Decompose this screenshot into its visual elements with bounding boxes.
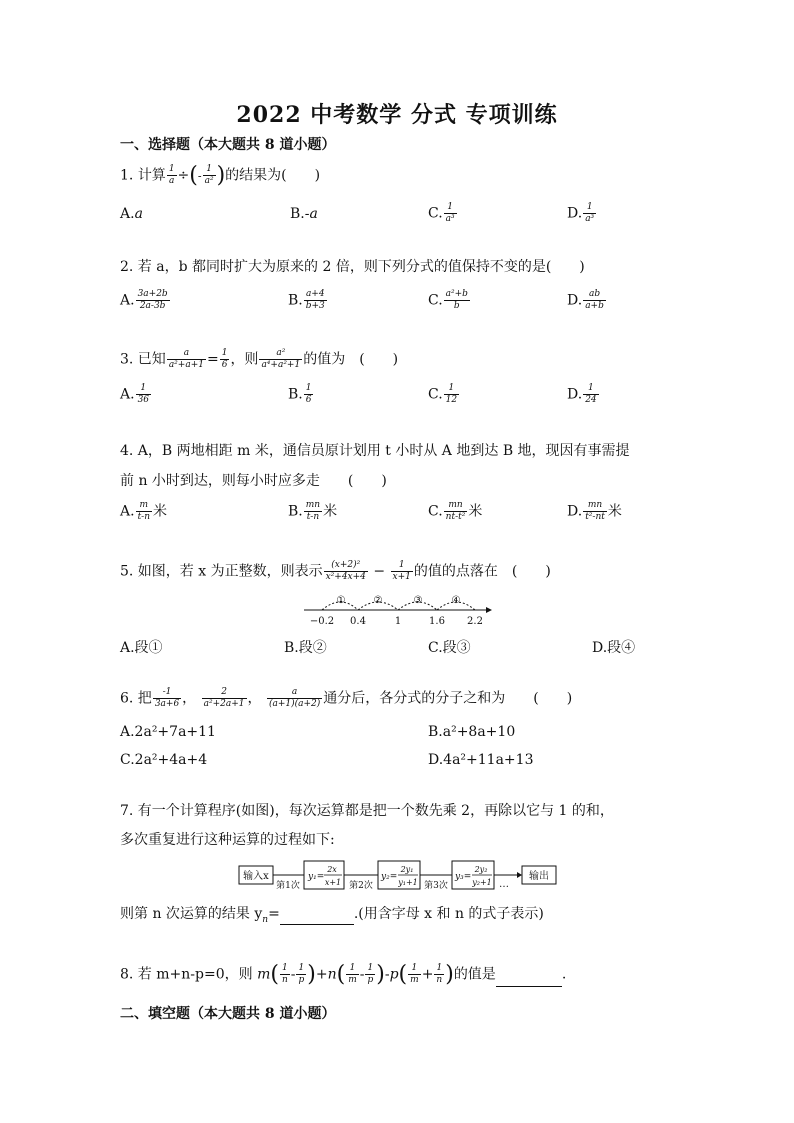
q4-unit-b: 米 (323, 503, 338, 520)
q3-post: 的值为 ( ) (303, 351, 399, 368)
q6-option-d[interactable]: D.4a²+11a+13 (428, 752, 534, 768)
q6-pre: 6. 把 (120, 690, 152, 707)
q8-post: 的值是 (453, 966, 496, 983)
q1-post: 的结果为( ) (225, 167, 321, 184)
segment-2-label: ② (373, 595, 383, 606)
question-7-line3: 则第 n 次运算的结果 $y_n=$ .(用含字母 x 和 n 的式子表示) (120, 906, 544, 925)
svg-text:2y₂: 2y₂ (474, 865, 488, 874)
q5-option-b[interactable]: B.段② (284, 640, 327, 656)
q4-option-b[interactable]: B. $\frac{mn}{t-n}$ 米 (288, 500, 338, 522)
q1-option-c[interactable]: C. $\frac{1}{\text{a³}}$ (428, 202, 455, 224)
q7-answer-blank[interactable] (280, 910, 354, 925)
svg-text:y₃=: y₃= (455, 872, 472, 882)
tick-label: −0.2 (309, 616, 335, 627)
q4-unit-d: 米 (607, 503, 622, 520)
tick-label: 1.6 (429, 616, 445, 627)
question-4-line2: 前 n 小时到达，则每小时应多走 ( ) (120, 473, 387, 489)
question-8: 8. 若 m+n-p=0，则 m( $\frac{1}{n}$ - $\frac{1}{p}$ )+n( $\frac{1}{m}$ - $\frac{1}{p}$ )-p( $\frac{1}{m}$ + $\frac{1}{n}$ )的值是 . (120, 962, 567, 987)
question-7-line2: 多次重复进行这种运算的过程如下: (120, 832, 335, 848)
q8-end: . (561, 966, 567, 983)
flow-dots: … (499, 879, 509, 890)
q5-pre: 5. 如图，若 x 为正整数，则表示 (120, 563, 323, 580)
question-4-line1: 4. A，B 两地相距 m 米，通信员原计划用 t 小时从 A 地到达 B 地，现因有事需提 (120, 443, 630, 459)
flow-step-1: 第1次 (276, 881, 300, 891)
q2-option-a[interactable]: A. $\frac{3a+2b}{2a-3b}$ (120, 289, 168, 311)
q2-option-c[interactable]: C. $\frac{\text{a²+b}}{b}$ (428, 289, 468, 311)
q1-option-d[interactable]: D. $\frac{1}{\text{a³}}$ (567, 202, 595, 224)
q1-option-a[interactable]: A.a (120, 206, 143, 222)
q1-option-b[interactable]: B.-a (290, 206, 318, 222)
svg-text:y₁+1: y₁+1 (398, 878, 418, 887)
q3-option-b[interactable]: B. $\frac{1}{6}$ (288, 383, 312, 405)
q4-unit-c: 米 (468, 503, 483, 520)
q6-option-c[interactable]: C.2a²+4a+4 (120, 752, 208, 768)
svg-text:y₂+1: y₂+1 (472, 878, 492, 887)
q3-option-a[interactable]: A. $\frac{1}{36}$ (120, 383, 150, 405)
q7-suffix: .(用含字母 x 和 n 的式子表示) (353, 906, 544, 922)
q5-option-a[interactable]: A.段① (120, 640, 163, 656)
q6-option-b[interactable]: B.a²+8a+10 (428, 724, 516, 740)
svg-text:2x: 2x (327, 865, 337, 874)
svg-text:y₂=: y₂= (381, 872, 398, 882)
svg-text:2y₁: 2y₁ (400, 865, 414, 874)
flow-diagram (238, 858, 558, 892)
q7-equals: = (268, 906, 280, 922)
q3-pre: 3. 已知 (120, 351, 166, 368)
q6-option-a[interactable]: A.2a²+7a+11 (120, 724, 216, 740)
q3-option-d[interactable]: D. $\frac{1}{24}$ (567, 383, 597, 405)
section-fill-heading: 二、填空题（本大题共 8 道小题） (120, 1006, 336, 1022)
q3-then: ，则 (230, 351, 259, 368)
tick-label: 0.4 (350, 616, 366, 627)
q2-option-b[interactable]: B. $\frac{a+4}{b+3}$ (288, 289, 325, 311)
tick-label: 2.2 (467, 616, 483, 627)
question-1: 1. 计算 $\frac{1}{a}$ ÷(- $\frac{1}{\text{a²}}$ )的结果为( ) (120, 163, 321, 188)
q3-option-c[interactable]: C. $\frac{1}{12}$ (428, 383, 458, 405)
svg-text:y₁=: y₁= (308, 872, 325, 882)
question-3: 3. 已知 $\frac{a}{\text{a²+a+1}}$ = $\frac{1}{6}$ ，则 $\frac{\text{a²}}{\text{a⁴+a²+1}}$ 的值为 ( ) (120, 348, 399, 370)
q4-option-c[interactable]: C. $\frac{mn}{\text{nt-t²}}$ 米 (428, 500, 483, 522)
question-2: 2. 若 a，b 都同时扩大为原来的 2 倍，则下列分式的值保持不变的是( ) (120, 259, 585, 275)
tick-label: 1 (394, 616, 402, 627)
q4-option-a[interactable]: A. $\frac{m}{t-n}$ 米 (120, 500, 168, 522)
question-5: 5. 如图，若 x 为正整数，则表示 $\frac{\text{(x+2)²}}{\text{x²+4x+4}}$ − $\frac{1}{x+1}$ 的值的点落在 ( ) (120, 560, 551, 582)
q8-answer-blank[interactable] (496, 972, 562, 987)
number-line-figure (300, 588, 500, 628)
question-6: 6. 把 $\frac{-1}{3a+6}$ ， $\frac{2}{\text{a²+2a+1}}$ ， $\frac{a}{(a+1)(a+2)}$ 通分后，各分式的分子之和为 ( ) (120, 687, 573, 709)
q8-pre: 8. 若 m+n-p=0，则 (120, 966, 253, 983)
q2-option-d[interactable]: D. $\frac{ab}{a+b}$ (567, 289, 604, 311)
segment-4-label: ④ (451, 595, 461, 606)
svg-text:x+1: x+1 (324, 878, 342, 887)
q1-pre: 计算 (137, 167, 166, 184)
question-7-line1: 7. 有一个计算程序(如图)，每次运算都是把一个数先乘 2，再除以它与 1 的和， (120, 803, 614, 819)
q5-option-c[interactable]: C.段③ (428, 640, 471, 656)
flow-input: 输入x (243, 871, 269, 882)
q3-equals: = (206, 351, 219, 368)
section-choice-heading: 一、选择题（本大题共 8 道小题） (120, 137, 336, 153)
q1-number: 1. (120, 167, 134, 184)
flow-step-2: 第2次 (349, 881, 373, 891)
q5-option-d[interactable]: D.段④ (592, 640, 636, 656)
segment-3-label: ③ (413, 595, 423, 606)
q7-answer-prefix: 则第 n 次运算的结果 y (120, 906, 263, 922)
q5-post: 的值的点落在 ( ) (413, 563, 551, 580)
q4-option-d[interactable]: D. $\frac{mn}{\text{t²-nt}}$ 米 (567, 500, 622, 522)
flow-step-3: 第3次 (424, 881, 448, 891)
segment-1-label: ① (336, 595, 346, 606)
flow-output: 输出 (529, 871, 549, 882)
q6-post: 通分后，各分式的分子之和为 ( ) (323, 690, 573, 707)
page-title: 2022 中考数学 分式 专项训练 (236, 102, 558, 128)
q4-unit-a: 米 (153, 503, 168, 520)
